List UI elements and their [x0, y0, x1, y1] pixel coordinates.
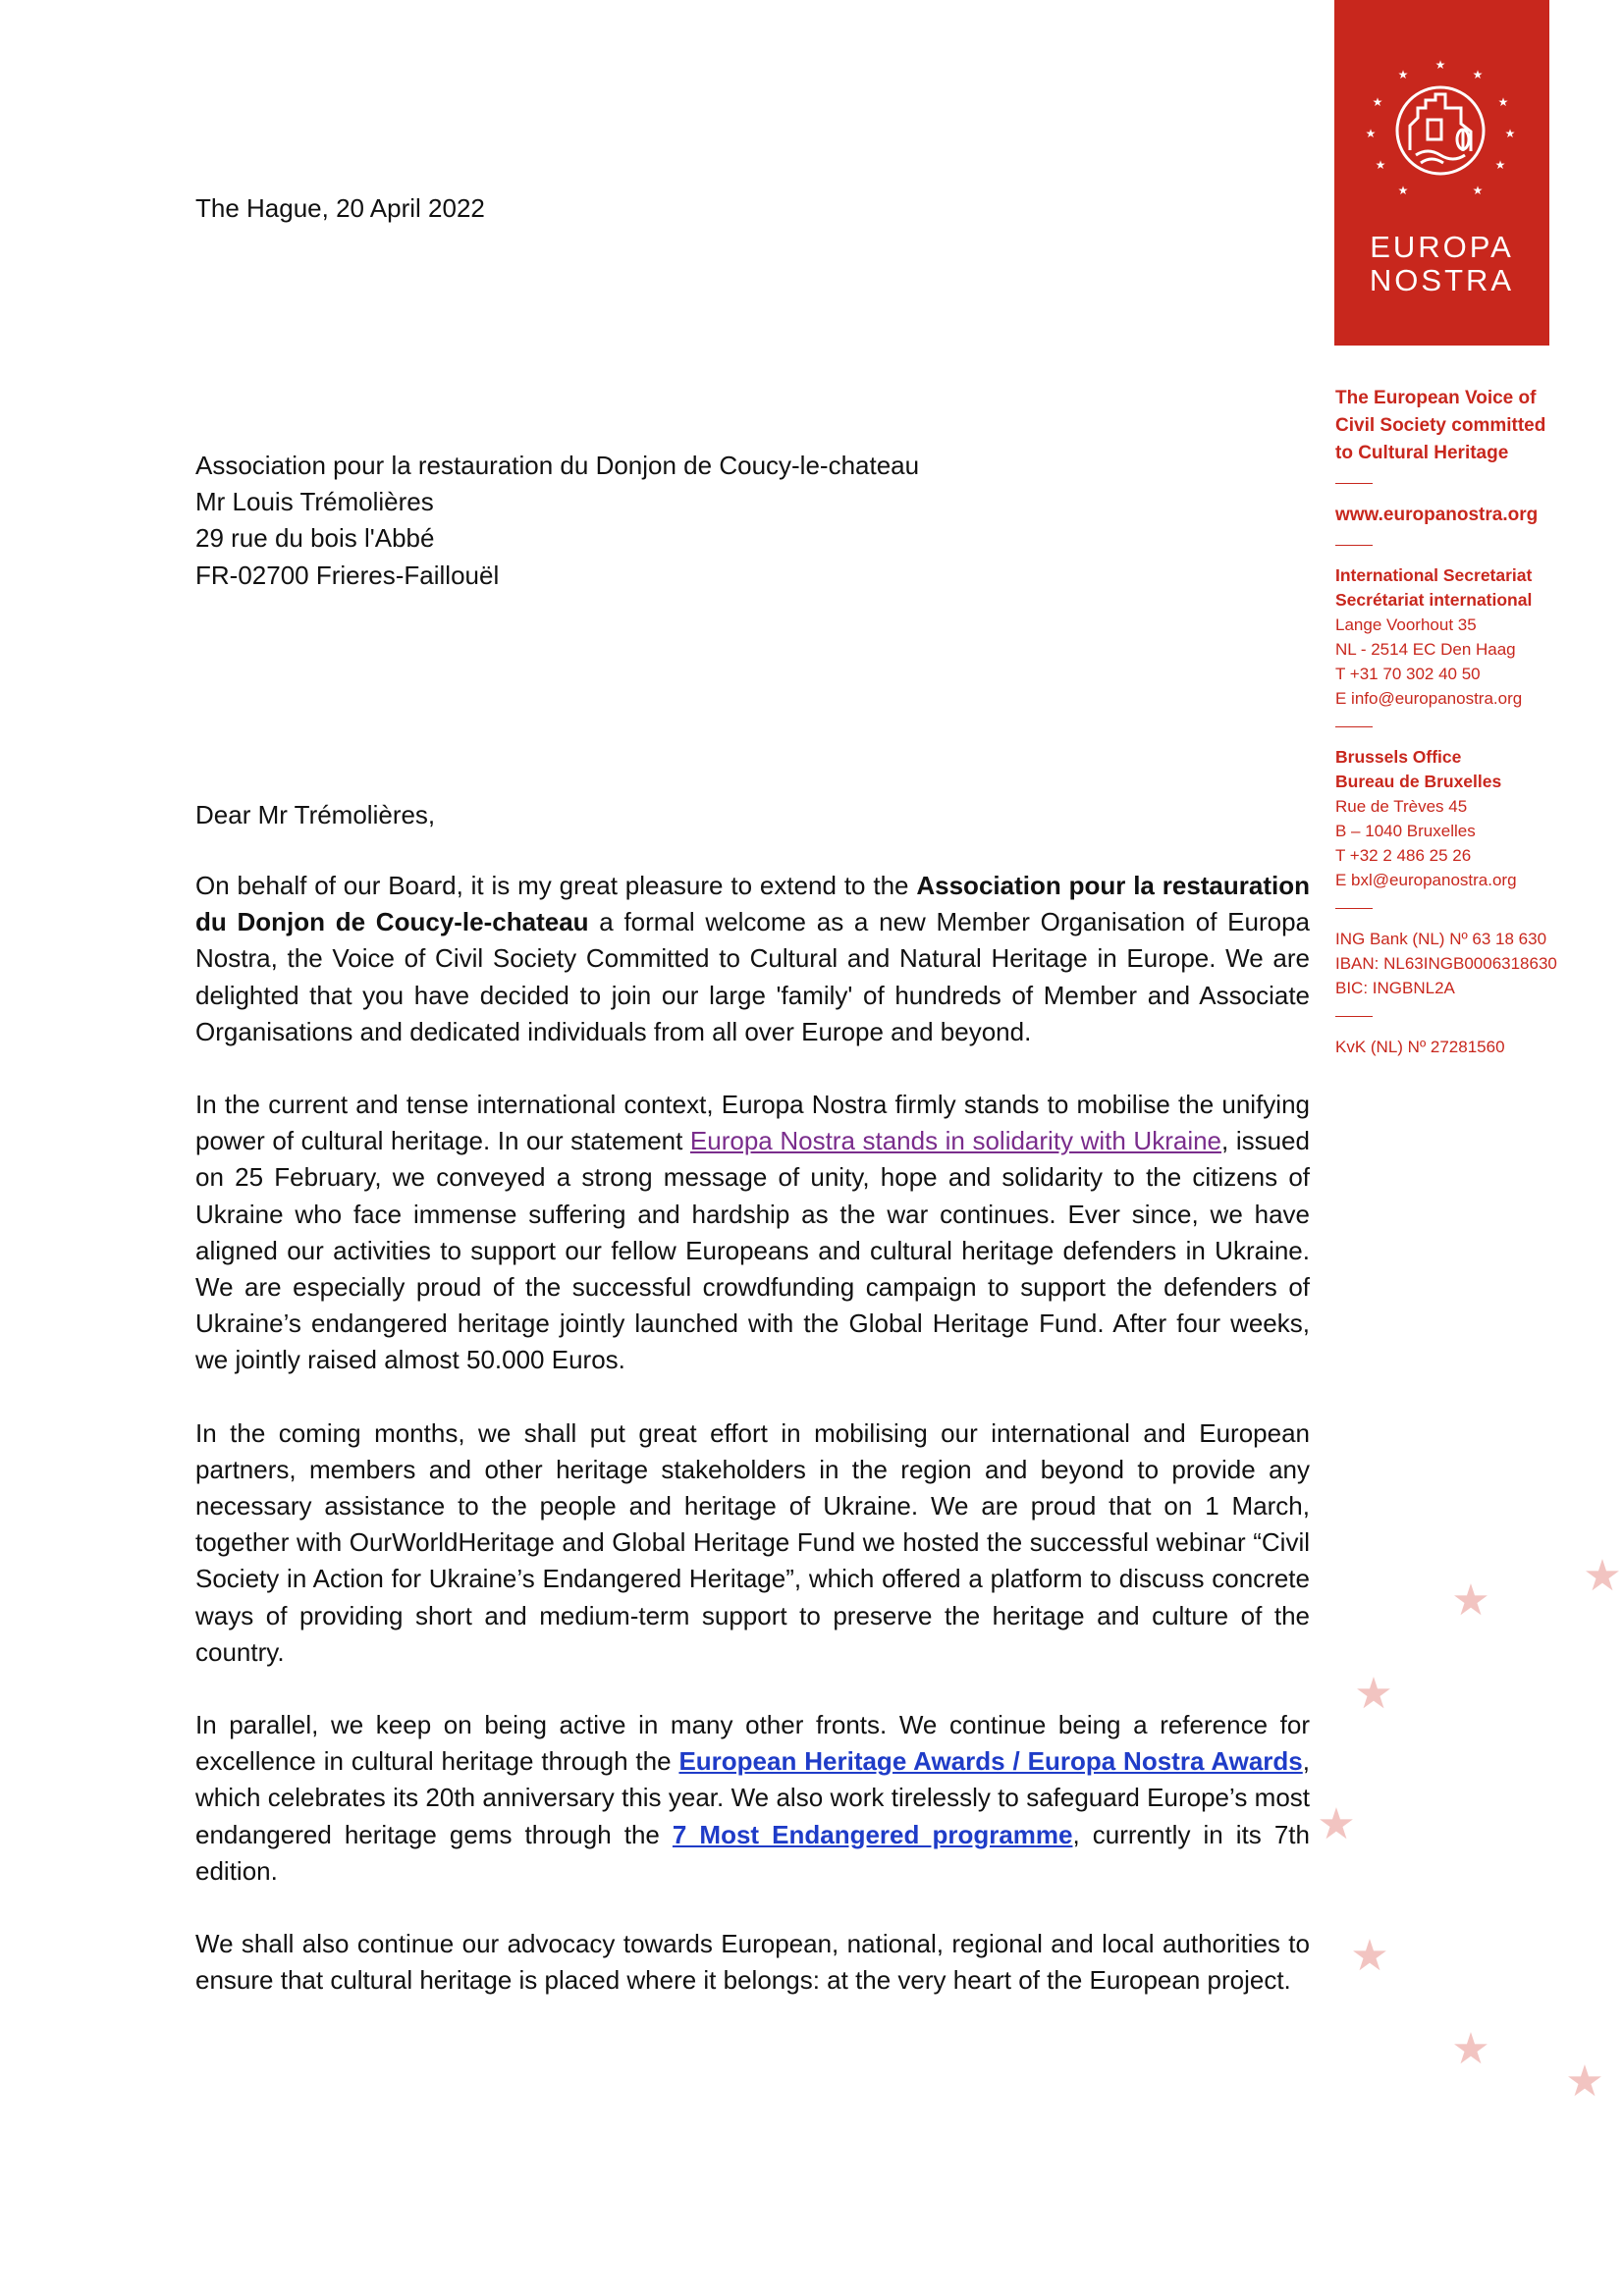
address-line: Mr Louis Trémolières	[195, 487, 434, 517]
star-icon: ★	[1451, 1575, 1490, 1626]
brussels-office	[1335, 745, 1600, 892]
paragraph-welcome	[195, 868, 1310, 1050]
svg-text:★: ★	[1365, 127, 1377, 140]
brussels-city: B – 1040 Bruxelles	[1335, 822, 1476, 840]
bank-details	[1335, 927, 1600, 1000]
heritage-awards-link[interactable]: European Heritage Awards / Europa Nostra Awards	[678, 1746, 1303, 1777]
secretariat-email[interactable]: E info@europanostra.org	[1335, 689, 1523, 708]
address-line: Association pour la restauration du Donjon de Coucy-le-chateau	[195, 451, 920, 480]
svg-text:★: ★	[1504, 127, 1516, 140]
svg-text:★: ★	[1472, 184, 1484, 197]
letterhead-sidebar	[1335, 385, 1600, 1059]
divider	[1335, 908, 1373, 909]
text-span: In the current and tense international context, Europa Nostra firmly stands to mobilise the unifying power of cultural heritage. In our statement	[195, 1090, 1310, 1156]
text-span: , which celebrates its 20th anniversary this year. We also work tirelessly to safeguard Europe’s most endangered heritage gems through the	[195, 1746, 1311, 1849]
paragraph-advocacy: We shall also continue our advocacy towards European, national, regional and local authorities to ensure that cultural heritage is placed where it belongs: at the very heart of the European project.	[195, 1929, 1310, 1996]
paragraph-coming-months: In the coming months, we shall put great effort in mobilising our international and European partners, members and other heritage stakeholders in the region and beyond to provide any necessary assistance to the people and heritage of Ukraine. We are proud that on 1 March, together with OurWorldHeritage and Global Heritage Fund we hosted the successful webinar “Civil Society in Action for Ukraine’s Endangered Heritage”, which offered a platform to discuss concrete ways of providing short and medium-term support to preserve the heritage and culture of the country.	[195, 1417, 1310, 1667]
tagline-line: Civil Society committed	[1335, 415, 1546, 436]
secretariat-title-fr: Secrétariat international	[1335, 590, 1533, 610]
brussels-street: Rue de Trèves 45	[1335, 797, 1468, 816]
star-icon: ★	[1350, 1931, 1389, 1981]
text-span: , issued on 25 February, we conveyed a strong message of unity, hope and solidarity to the citizens of Ukraine who face immense suffering and hardship as the war continues. Ever since, we have aligned our activities to support our fellow Europeans and cultural heritage defenders in Ukraine. We are especially proud of the successful crowdfunding campaign to support the defenders of Ukraine’s endangered heritage jointly launched with the Global Heritage Fund. After four weeks, we jointly raised almost 50.000 Euros.	[195, 1126, 1310, 1375]
svg-text:★: ★	[1397, 68, 1409, 81]
star-icon: ★	[1565, 2056, 1604, 2107]
address-line: FR-02700 Frieres-Faillouël	[195, 560, 500, 590]
svg-text:★: ★	[1372, 95, 1383, 109]
address-line: 29 rue du bois l'Abbé	[195, 523, 435, 554]
svg-text:★: ★	[1494, 158, 1506, 172]
text-span: a formal welcome as a new Member Organisation of Europa Nostra, the Voice of Civil Society Committed to Cultural and Natural Heritage in Europe. We are delighted that you have decided to join our large 'family' of hundreds of Member and Associate Organisations and dedicated individuals from all over Europe and beyond.	[195, 907, 1311, 1046]
most-endangered-link[interactable]: 7 Most Endangered programme	[672, 1819, 1073, 1849]
bank-iban: IBAN: NL63INGB0006318630	[1335, 954, 1557, 973]
divider	[1335, 545, 1373, 546]
star-icon: ★	[1317, 1799, 1356, 1849]
europa-nostra-logo	[1334, 0, 1549, 346]
svg-text:★: ★	[1497, 95, 1509, 109]
secretariat-city: NL - 2514 EC Den Haag	[1335, 640, 1516, 659]
divider	[1335, 483, 1373, 484]
divider	[1335, 1016, 1373, 1017]
star-icon: ★	[1451, 2024, 1490, 2074]
secretariat-street: Lange Voorhout 35	[1335, 615, 1477, 634]
tagline-line: to Cultural Heritage	[1335, 443, 1509, 463]
brussels-title-en: Brussels Office	[1335, 747, 1462, 767]
tagline	[1335, 385, 1600, 467]
bank-bic: BIC: INGBNL2A	[1335, 979, 1455, 997]
text-span: On behalf of our Board, it is my great pleasure to extend to the	[195, 871, 917, 900]
brussels-phone: T +32 2 486 25 26	[1335, 846, 1472, 865]
kvk-number: KvK (NL) Nº 27281560	[1335, 1038, 1505, 1056]
secretariat-phone: T +31 70 302 40 50	[1335, 665, 1481, 683]
letter-date: The Hague, 20 April 2022	[195, 193, 485, 223]
website-link[interactable]: www.europanostra.org	[1335, 505, 1539, 525]
logo-word-europa: EUROPA	[1370, 230, 1514, 264]
tagline-line: The European Voice of	[1335, 388, 1537, 408]
svg-text:★: ★	[1434, 58, 1446, 72]
brussels-title-fr: Bureau de Bruxelles	[1335, 772, 1502, 791]
text-span: In parallel, we keep on being active in many other fronts. We continue being a reference for excellence in cultural heritage through the	[195, 1710, 1310, 1777]
star-icon: ★	[1354, 1669, 1393, 1719]
star-icon: ★	[1583, 1551, 1622, 1601]
text-span: , currently in its 7th edition.	[195, 1819, 1310, 1886]
salutation: Dear Mr Trémolières,	[195, 800, 436, 829]
paragraph-ukraine	[195, 1087, 1310, 1379]
solidarity-statement-link[interactable]: Europa Nostra stands in solidarity with Ukraine	[689, 1126, 1222, 1156]
secretariat-title-en: International Secretariat	[1335, 565, 1533, 585]
svg-text:★: ★	[1472, 68, 1484, 81]
divider	[1335, 726, 1373, 727]
paragraph-parallel	[195, 1707, 1310, 1890]
bank-account: ING Bank (NL) Nº 63 18 630	[1335, 930, 1547, 948]
emblem-icon	[1367, 57, 1514, 204]
svg-text:★: ★	[1375, 158, 1386, 172]
letter-body	[195, 868, 1310, 2035]
logo-word-nostra: NOSTRA	[1369, 263, 1515, 297]
organisation-name: Association pour la restauration du Donjon de Coucy-le-chateau	[195, 871, 1310, 937]
svg-text:★: ★	[1397, 184, 1409, 197]
brussels-email[interactable]: E bxl@europanostra.org	[1335, 871, 1517, 889]
international-secretariat	[1335, 563, 1600, 711]
recipient-address	[195, 448, 1310, 594]
